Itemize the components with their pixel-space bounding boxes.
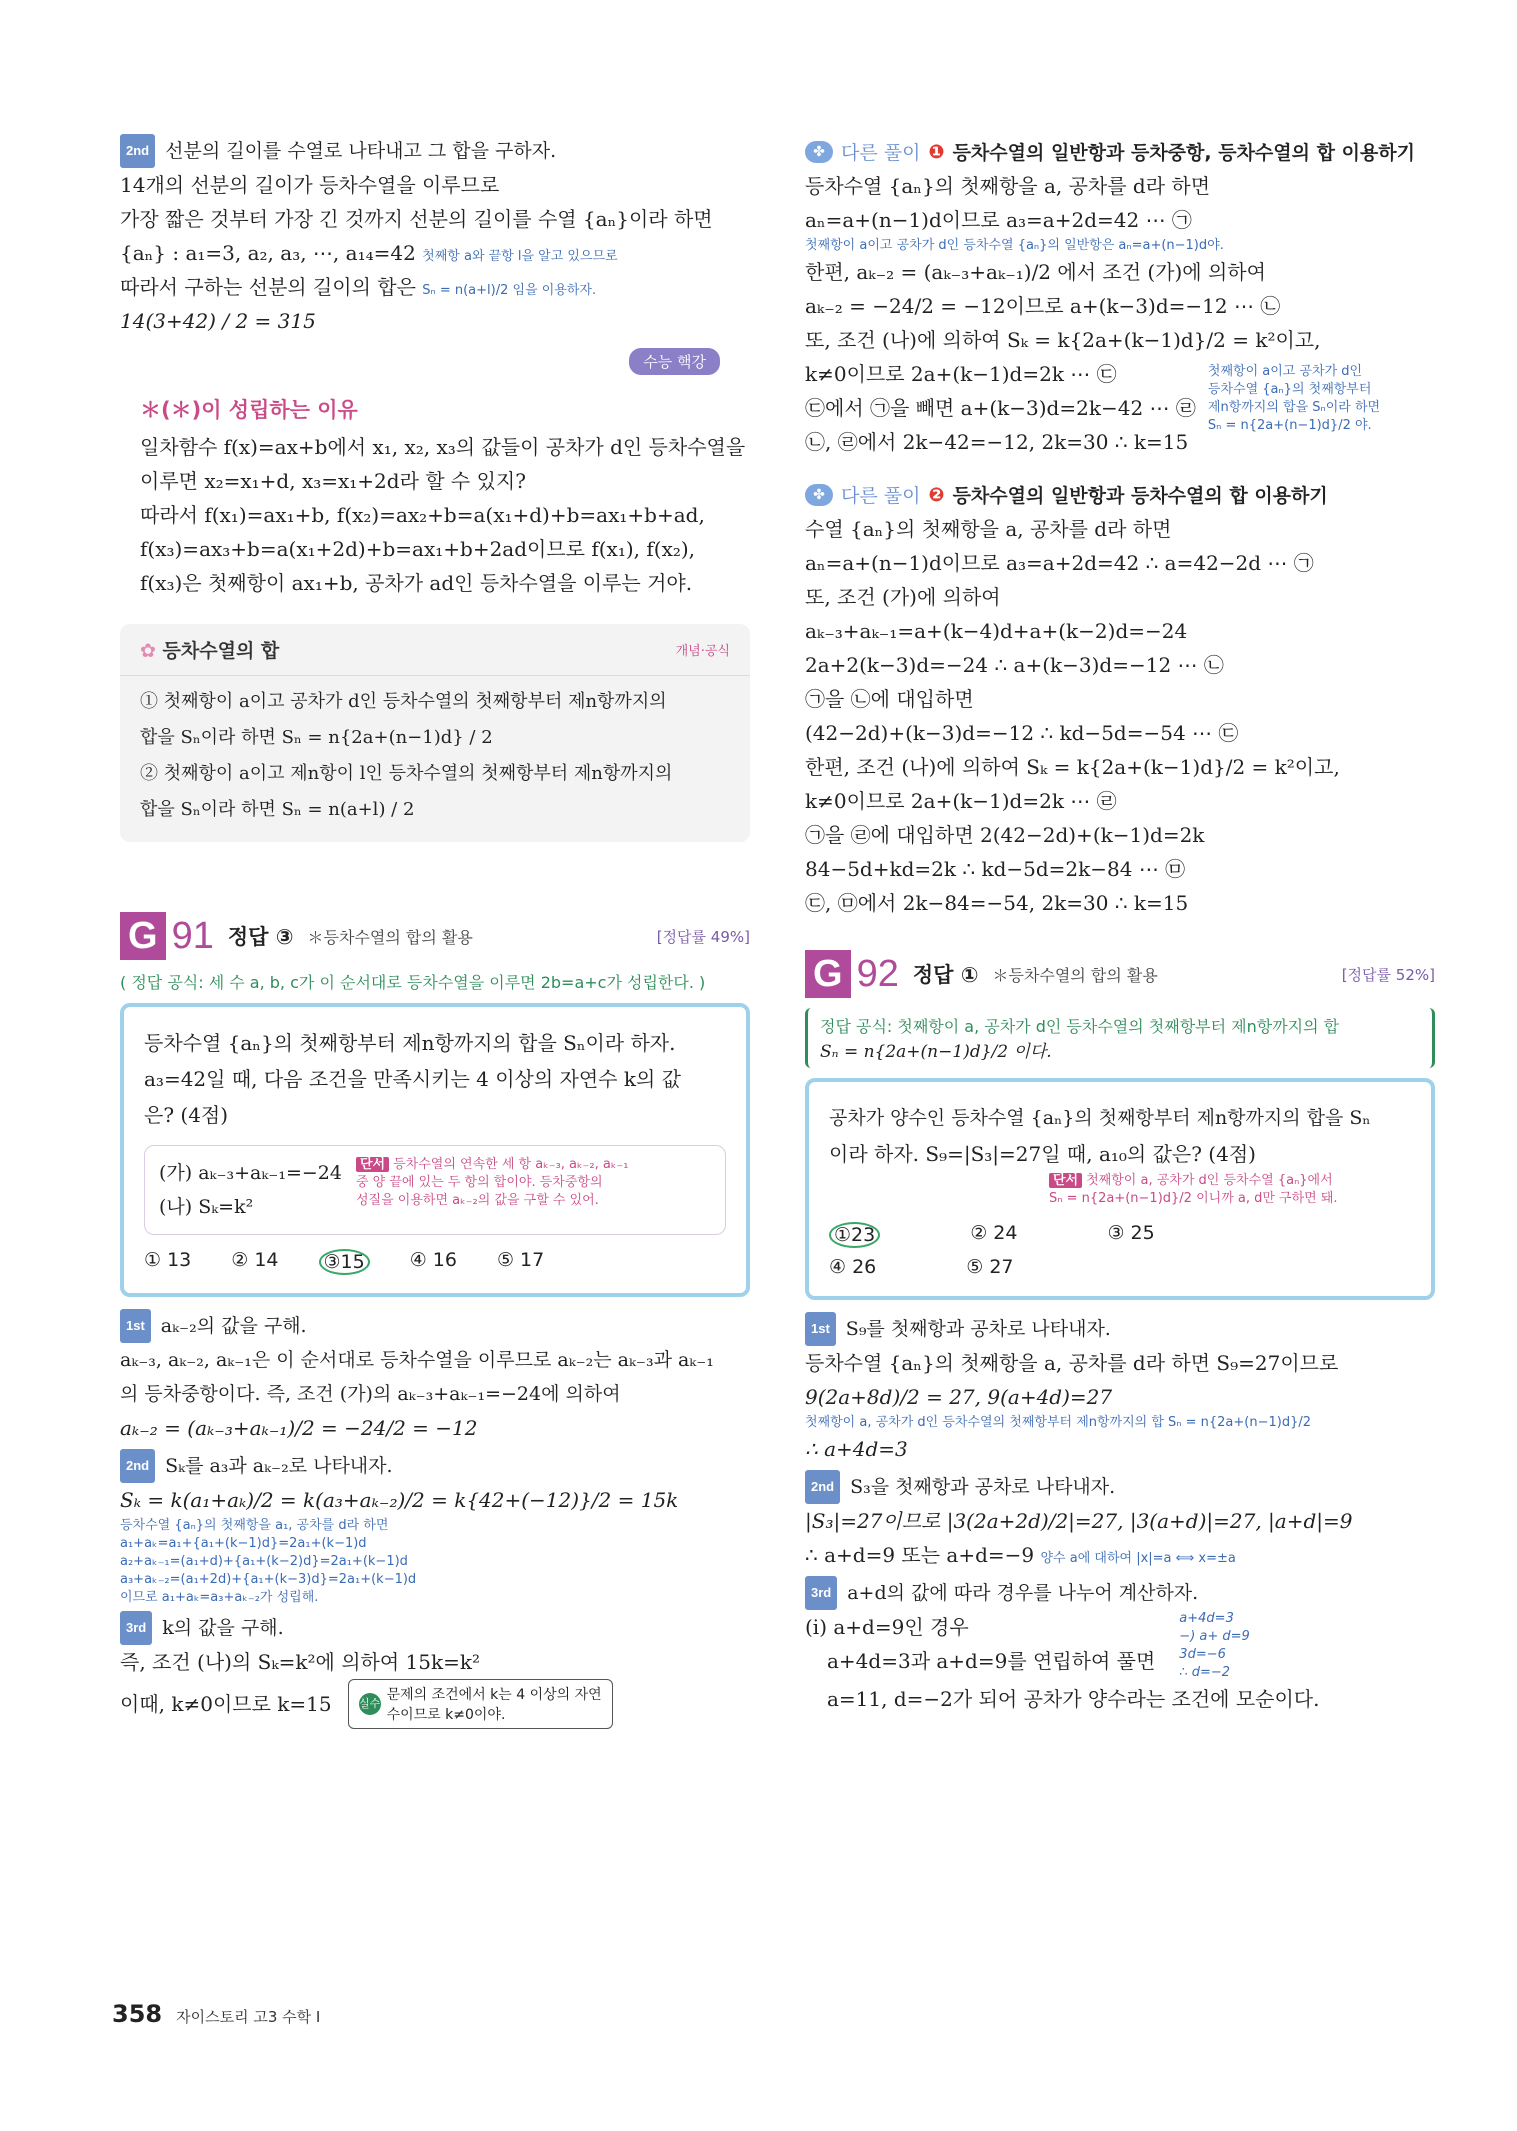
alt-line: ㉢에서 ㉠을 빼면 a+(k−3)d=2k−42 ⋯ ㉣ xyxy=(805,396,1196,420)
book-title: 자이스토리 고3 수학 I xyxy=(176,2008,321,2026)
side-note: a₁+aₖ=a₁+{a₁+(k−1)d}=2a₁+(k−1)d xyxy=(120,1536,367,1551)
alt-line: 84−5d+kd=2k ∴ kd−5d=2k−84 ⋯ ㉤ xyxy=(805,857,1186,881)
problem-num: 92 xyxy=(856,952,899,995)
problem-91-header xyxy=(120,912,750,960)
alt-line: aₖ₋₂ = −24/2 = −12이므로 a+(k−3)d=−12 ⋯ ㉡ xyxy=(805,294,1281,318)
key-formula: ( 정답 공식: 세 수 a, b, c가 이 순서대로 등차수열을 이루면 2b=a+c가 성립한다. ) xyxy=(120,973,706,992)
alt-line: (42−2d)+(k−3)d=−12 ∴ kd−5d=−54 ⋯ ㉢ xyxy=(805,721,1239,745)
problem-line: 은? (4점) xyxy=(144,1103,229,1127)
alt-row xyxy=(805,357,1435,459)
side-note: 첫째항이 a이고 공차가 d인 xyxy=(1207,364,1363,379)
choice: ① 13 xyxy=(144,1249,192,1271)
alt-line: ㉠을 ㉡에 대입하면 xyxy=(805,687,974,711)
solution-line: 등차수열 {aₙ}의 첫째항을 a, 공차를 d라 하면 S₉=27이므로 xyxy=(805,1351,1339,1375)
calc-line: 3d=−6 xyxy=(1179,1647,1226,1662)
page-footer xyxy=(112,2000,320,2028)
case-lines xyxy=(805,1610,1155,1682)
alt-line: k≠0이므로 2a+(k−1)d=2k ⋯ ㉢ xyxy=(805,362,1117,386)
side-note: a₂+aₖ₋₁=(a₁+d)+{a₁+(k−2)d}=2a₁+(k−1)d xyxy=(120,1554,408,1569)
problem-line: 등차수열 {aₙ}의 첫째항부터 제n항까지의 합을 Sₙ이라 하자. xyxy=(144,1031,676,1055)
alt-line: 2a+2(k−3)d=−24 ∴ a+(k−3)d=−12 ⋯ ㉡ xyxy=(805,653,1224,677)
alt-line: aₙ=a+(n−1)d이므로 a₃=a+2d=42 ⋯ ㉠ xyxy=(805,208,1192,232)
solution-line: a+4d=3과 a+d=9를 연립하여 풀면 xyxy=(827,1649,1156,1673)
side-note: Sₙ = n{2a+(n−1)d}/2 야. xyxy=(1207,418,1372,433)
problem-number xyxy=(805,950,899,998)
formula-header xyxy=(120,624,750,676)
step-3rd xyxy=(805,1576,1435,1610)
topic-label: ＊등차수열의 합의 활용 xyxy=(307,927,473,947)
case-row xyxy=(805,1610,1435,1682)
why-line: 일차함수 f(x)=ax+b에서 x₁, x₂, x₃의 값들이 공차가 d인 등차수열을 xyxy=(140,435,746,459)
alt-line: 등차수열 {aₙ}의 첫째항을 a, 공차를 d라 하면 xyxy=(805,174,1211,198)
left-column xyxy=(120,130,750,1729)
choice: ② 14 xyxy=(231,1249,279,1271)
hint-line: 첫째항이 a, 공차가 d인 등차수열 {aₙ}에서 xyxy=(1086,1173,1333,1188)
step-2nd xyxy=(120,1449,750,1483)
alt-line: 수열 {aₙ}의 첫째항을 a, 공차를 d라 하면 xyxy=(805,517,1172,541)
hint-line: 중 양 끝에 있는 두 항의 합이야. 등차중항의 xyxy=(355,1175,603,1190)
topic-label: ＊등차수열의 합의 활용 xyxy=(992,965,1158,985)
hint-line: Sₙ = n{2a+(n−1)d}/2 이니까 a, d만 구하면 돼. xyxy=(1049,1191,1338,1206)
why-line: f(x₃)은 첫째항이 ax₁+b, 공차가 ad인 등차수열을 이루는 거야. xyxy=(140,571,693,595)
text-line: {aₙ} : a₁=3, a₂, a₃, ⋯, a₁₄=42 xyxy=(120,241,416,265)
alt-solution-1-header xyxy=(805,138,1435,165)
puzzle-icon: ✤ xyxy=(805,141,833,163)
step-text: 선분의 길이를 수열로 나타내고 그 합을 구하자. xyxy=(165,140,557,162)
text-line xyxy=(120,270,750,304)
side-calc xyxy=(1179,1610,1250,1682)
puzzle-icon: ✤ xyxy=(805,484,833,506)
side-note: 첫째항이 a, 공차가 d인 등차수열의 첫째항부터 제n항까지의 합 Sₙ = n{2a+(n−1)d}/2 xyxy=(805,1415,1311,1430)
formula-line: ① 첫째항이 a이고 공차가 d인 등차수열의 첫째항부터 제n항까지의 xyxy=(140,691,667,712)
key-line: Sₙ = n{2a+(n−1)d}/2 이다. xyxy=(820,1042,1052,1062)
text-line xyxy=(805,1538,1435,1572)
problem-92-box xyxy=(805,1078,1435,1300)
key-line: 정답 공식: 첫째항이 a, 공차가 d인 등차수열의 첫째항부터 제n항까지의 합 xyxy=(820,1017,1340,1036)
note-line: 수이므로 k≠0이야. xyxy=(386,1707,506,1723)
hint xyxy=(356,1156,629,1224)
alt-line: 한편, 조건 (나)에 의하여 Sₖ = k{2a+(k−1)d}/2 = k²이고, xyxy=(805,755,1340,779)
condition-ga: (가) aₖ₋₃+aₖ₋₁=−24 xyxy=(159,1162,342,1184)
conditions-box xyxy=(144,1145,726,1235)
step-badge: 3rd xyxy=(805,1576,837,1610)
choice: ② 24 xyxy=(970,1222,1018,1244)
alt-number: ❶ xyxy=(928,140,945,163)
side-note: 첫째항 a와 끝항 l을 알고 있으므로 xyxy=(422,249,618,264)
step-badge: 2nd xyxy=(120,1449,155,1483)
alt-title: 등차수열의 일반항과 등차중항, 등차수열의 합 이용하기 xyxy=(952,142,1415,164)
side-note: 제n항까지의 합을 Sₙ이라 하면 xyxy=(1207,400,1381,415)
problem-line: 이라 하자. S₉=|S₃|=27일 때, a₁₀의 값은? (4점) xyxy=(829,1142,1256,1166)
pill-row xyxy=(120,348,750,382)
side-note: 이므로 a₁+aₖ=a₃+aₖ₋₂가 성립해. xyxy=(120,1590,319,1605)
why-line: 따라서 f(x₁)=ax₁+b, f(x₂)=ax₂+b=a(x₁+d)+b=ax₁+b+ad, xyxy=(140,503,705,527)
g-mark: G xyxy=(120,912,166,960)
right-column xyxy=(805,130,1435,1716)
step-badge: 2nd xyxy=(805,1470,840,1504)
step-badge: 1st xyxy=(120,1309,151,1343)
calc-line: ∴ d=−2 xyxy=(1179,1665,1231,1680)
step-text: S₃을 첫째항과 공차로 나타내자. xyxy=(850,1476,1116,1498)
hint-label: 단서 xyxy=(1049,1173,1082,1188)
choice: ④ 16 xyxy=(409,1249,457,1271)
alt-number: ❷ xyxy=(928,483,945,506)
choices xyxy=(144,1249,726,1275)
why-line: f(x₃)=ax₃+b=a(x₁+2d)+b=ax₁+b+2ad이므로 f(x₁), f(x₂), xyxy=(140,537,696,561)
step-1st xyxy=(120,1309,750,1343)
alt-line: ㉡, ㉣에서 2k−42=−12, 2k=30 ∴ k=15 xyxy=(805,430,1189,454)
alt-label: 다른 풀이 xyxy=(841,485,921,507)
side-note: 등차수열 {aₙ}의 첫째항을 a₁, 공차를 d라 하면 xyxy=(120,1518,389,1533)
alt-lines xyxy=(805,357,1196,459)
solution-line: 의 등차중항이다. 즉, 조건 (가)의 aₖ₋₃+aₖ₋₁=−24에 의하여 xyxy=(120,1383,621,1405)
alt-line: ㉢, ㉤에서 2k−84=−54, 2k=30 ∴ k=15 xyxy=(805,891,1189,915)
step-text: Sₖ를 a₃과 aₖ₋₂로 나타내자. xyxy=(165,1455,393,1477)
problem-92-header xyxy=(805,950,1435,998)
why-title: ＊(＊)이 성립하는 이유 xyxy=(140,398,358,422)
choice: ⑤ 27 xyxy=(966,1256,1014,1278)
formula-category: 개념·공식 xyxy=(675,644,730,659)
problem-num: 91 xyxy=(171,914,214,957)
hint-label: 단서 xyxy=(356,1157,389,1172)
key-formula xyxy=(805,1008,1435,1068)
step-2nd xyxy=(805,1470,1435,1504)
page-number: 358 xyxy=(112,2000,163,2028)
side-note: a₃+aₖ₋₂=(a₁+2d)+{a₁+(k−3)d}=2a₁+(k−1)d xyxy=(120,1572,417,1587)
note-text xyxy=(387,1684,602,1724)
conditions xyxy=(159,1156,342,1224)
step-badge: 3rd xyxy=(120,1611,152,1645)
problem-line: a₃=42일 때, 다음 조건을 만족시키는 4 이상의 자연수 k의 값 xyxy=(144,1067,681,1091)
calc-line: a+4d=3 xyxy=(1179,1611,1234,1626)
formula-title: ✿ 등차수열의 합 xyxy=(140,636,279,663)
choices xyxy=(829,1222,1411,1248)
hint-line: 등차수열의 연속한 세 항 aₖ₋₃, aₖ₋₂, aₖ₋₁ xyxy=(393,1157,629,1172)
text-line: 따라서 구하는 선분의 길이의 합은 xyxy=(120,275,416,299)
hint-line: 성질을 이용하면 aₖ₋₂의 값을 구할 수 있어. xyxy=(355,1193,599,1208)
alt-line: k≠0이므로 2a+(k−1)d=2k ⋯ ㉣ xyxy=(805,789,1117,813)
alt-line: aₙ=a+(n−1)d이므로 a₃=a+2d=42 ∴ a=42−2d ⋯ ㉠ xyxy=(805,551,1314,575)
step-text: aₖ₋₂의 값을 구해. xyxy=(160,1315,307,1337)
formula-line: ② 첫째항이 a이고 제n항이 l인 등차수열의 첫째항부터 제n항까지의 xyxy=(140,763,673,784)
note-line: 문제의 조건에서 k는 4 이상의 자연 xyxy=(386,1687,602,1703)
equation: Sₖ = k(a₁+aₖ)/2 = k(a₃+aₖ₋₂)/2 = k{42+(−12)}/2 = 15k xyxy=(120,1488,679,1512)
alt-line: 또, 조건 (나)에 의하여 Sₖ = k{2a+(k−1)d}/2 = k²이고, xyxy=(805,328,1321,352)
side-note: 등차수열 {aₙ}의 첫째항부터 xyxy=(1207,382,1372,397)
equation: ∴ a+d=9 또는 a+d=−9 xyxy=(805,1543,1035,1567)
correct-rate: [정답률 52%] xyxy=(1341,965,1435,984)
alt-solution-2-header xyxy=(805,481,1435,508)
equation: 14(3+42) / 2 = 315 xyxy=(120,309,316,333)
side-notes xyxy=(1208,357,1380,459)
alt-line: aₖ₋₃+aₖ₋₁=a+(k−4)d+a+(k−2)d=−24 xyxy=(805,619,1188,643)
why-line: 이루면 x₂=x₁+d, x₃=x₁+2d라 할 수 있지? xyxy=(140,469,526,493)
step-text: a+d의 값에 따라 경우를 나누어 계산하자. xyxy=(847,1582,1199,1604)
problem-number xyxy=(120,912,214,960)
answer-label: 정답 ① xyxy=(912,963,979,987)
correct-rate: [정답률 49%] xyxy=(656,927,750,946)
side-note: 첫째항이 a이고 공차가 d인 등차수열 {aₙ}의 일반항은 aₙ=a+(n−1)d야. xyxy=(805,238,1224,253)
tag-pill: 수능 핵강 xyxy=(629,348,720,375)
solution-line: a=11, d=−2가 되어 공차가 양수라는 조건에 모순이다. xyxy=(827,1687,1320,1711)
step-1st xyxy=(805,1312,1435,1346)
text-line: 가장 짧은 것부터 가장 긴 것까지 선분의 길이를 수열 {aₙ}이라 하면 xyxy=(120,207,713,231)
choice: ⑤ 17 xyxy=(496,1249,545,1271)
step-text: k의 값을 구해. xyxy=(162,1617,284,1639)
choice: ③ 25 xyxy=(1107,1222,1155,1244)
text-line: 14개의 선분의 길이가 등차수열을 이루므로 xyxy=(120,173,500,197)
calc-line: −) a+ d=9 xyxy=(1179,1629,1250,1644)
alt-line: ㉠을 ㉣에 대입하면 2(42−2d)+(k−1)d=2k xyxy=(805,823,1205,847)
hint xyxy=(1049,1172,1411,1208)
problem-91-box xyxy=(120,1003,750,1297)
solution-line: aₖ₋₃, aₖ₋₂, aₖ₋₁은 이 순서대로 등차수열을 이루므로 aₖ₋₂는 aₖ₋₃과 aₖ₋₁ xyxy=(120,1349,714,1371)
g-mark: G xyxy=(805,950,851,998)
text-line xyxy=(120,236,750,270)
formula-box xyxy=(120,624,750,842)
choice-selected: ③15 xyxy=(319,1249,370,1275)
equation: aₖ₋₂ = (aₖ₋₃+aₖ₋₁)/2 = −24/2 = −12 xyxy=(120,1416,478,1440)
equation: |S₃|=27이므로 |3(2a+2d)/2|=27, |3(a+d)|=27, |a+d|=9 xyxy=(805,1509,1353,1533)
step-text: S₉를 첫째항과 공차로 나타내자. xyxy=(845,1318,1111,1340)
mistake-note xyxy=(348,1679,613,1729)
choices xyxy=(829,1256,1411,1278)
solution-line: 즉, 조건 (나)의 Sₖ=k²에 의하여 15k=k² xyxy=(120,1650,480,1674)
choice-selected: ①23 xyxy=(829,1222,880,1248)
step-2nd xyxy=(120,134,750,168)
side-note: Sₙ = n(a+l)/2 임을 이용하자. xyxy=(422,283,597,298)
solution-line: (i) a+d=9인 경우 xyxy=(805,1615,969,1639)
alt-title: 등차수열의 일반항과 등차수열의 합 이용하기 xyxy=(952,485,1328,507)
step-badge: 2nd xyxy=(120,134,155,168)
mistake-label: 실수 xyxy=(359,1693,381,1715)
condition-na: (나) Sₖ=k² xyxy=(159,1196,254,1218)
alt-line: 한편, aₖ₋₂ = (aₖ₋₃+aₖ₋₁)/2 에서 조건 (가)에 의하여 xyxy=(805,260,1266,284)
equation: ∴ a+4d=3 xyxy=(805,1437,908,1461)
side-note: 양수 a에 대하여 |x|=a ⟺ x=±a xyxy=(1040,1551,1236,1566)
step-3rd xyxy=(120,1611,750,1645)
problem-line: 공차가 양수인 등차수열 {aₙ}의 첫째항부터 제n항까지의 합을 Sₙ xyxy=(829,1107,1371,1129)
final-row xyxy=(120,1679,750,1729)
choice: ④ 26 xyxy=(829,1256,877,1278)
step-badge: 1st xyxy=(805,1312,836,1346)
spacer xyxy=(120,676,750,684)
solution-line: 이때, k≠0이므로 k=15 xyxy=(120,1692,332,1716)
answer-label: 정답 ③ xyxy=(227,925,294,949)
alt-line: 또, 조건 (가)에 의하여 xyxy=(805,585,1001,609)
formula-line: 합을 Sₙ이라 하면 Sₙ = n{2a+(n−1)d} / 2 xyxy=(140,727,493,748)
conditions-row xyxy=(159,1156,711,1224)
equation: 9(2a+8d)/2 = 27, 9(a+4d)=27 xyxy=(805,1385,1113,1409)
why-box xyxy=(140,430,750,600)
alt-label: 다른 풀이 xyxy=(841,142,921,164)
formula-line: 합을 Sₙ이라 하면 Sₙ = n(a+l) / 2 xyxy=(140,799,415,820)
